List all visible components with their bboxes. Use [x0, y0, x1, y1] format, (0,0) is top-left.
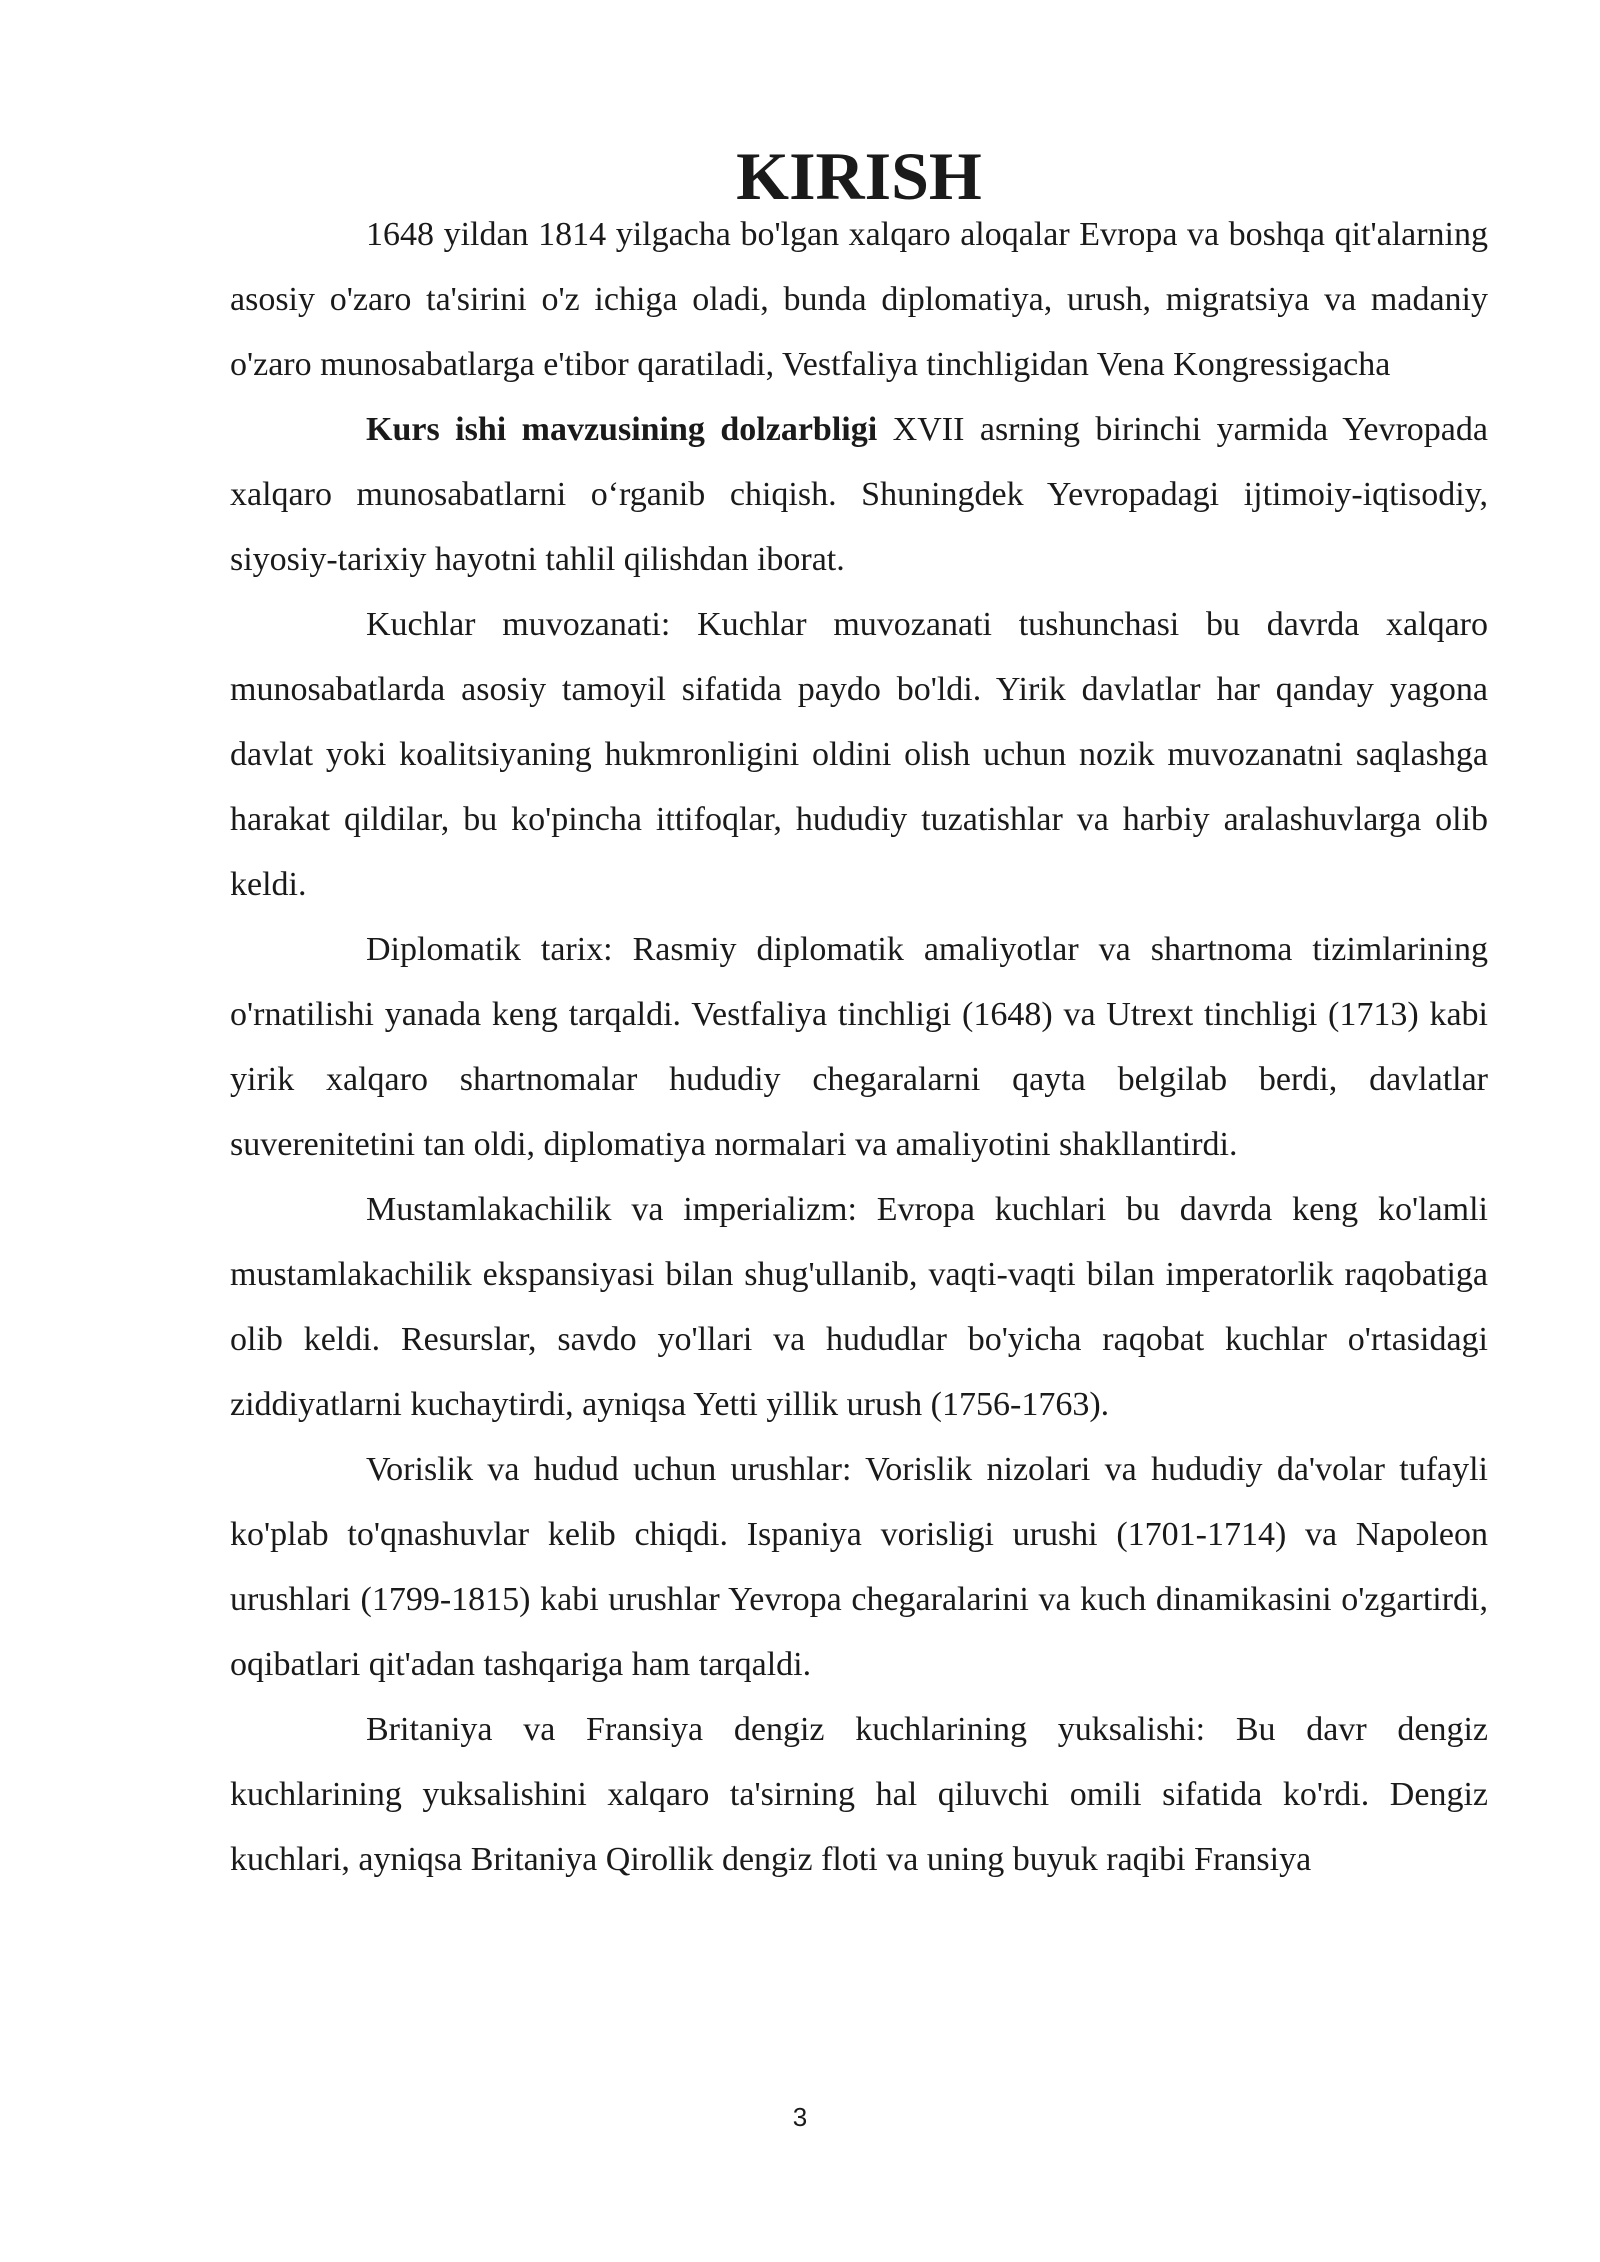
paragraph-text: Diplomatik tarix: Rasmiy diplomatik amaliyotlar va shartnoma tizimlarining o'rnatilishi yanada keng tarqaldi. Vestfaliya tinchligi (1648) va Utrext tinchligi (1713) kabi yirik xalqaro shartnomalar hududiy chegaralarni qayta belgilab berdi, davlatlar suverenitetini tan oldi, diplomatiya normalari va amaliyotini shakllantirdi.	[230, 931, 1488, 1163]
paragraph-naval-powers	[230, 1697, 1488, 1892]
paragraph-text: 1648 yildan 1814 yilgacha bo'lgan xalqaro aloqalar Evropa va boshqa qit'alarning asosiy o'zaro ta'sirini o'z ichiga oladi, bunda diplomatiya, urush, migratsiya va madaniy o'zaro munosabatlarga e'tibor qaratiladi, Vestfaliya tinchligidan Vena Kongressigacha	[230, 216, 1488, 383]
page-number: 3	[792, 2102, 808, 2132]
paragraph-text: Mustamlakachilik va imperializm: Evropa kuchlari bu davrda keng ko'lamli mustamlakachilik ekspansiyasi bilan shug'ullanib, vaqti-vaqti bilan imperatorlik raqobatiga olib keldi. Resurslar, savdo yo'llari va hududlar bo'yicha raqobat kuchlar o'rtasidagi ziddiyatlarni kuchaytirdi, ayniqsa Yetti yillik urush (1756-1763).	[230, 1191, 1488, 1423]
paragraph-relevance	[230, 397, 1488, 592]
paragraph-text: Vorislik va hudud uchun urushlar: Vorislik nizolari va hududiy da'volar tufayli ko'plab to'qnashuvlar kelib chiqdi. Ispaniya vorisligi urushi (1701-1714) va Napoleon urushlari (1799-1815) kabi urushlar Yevropa chegaralarini va kuch dinamikasini o'zgartirdi, oqibatlari qit'adan tashqariga ham tarqaldi.	[230, 1451, 1488, 1683]
paragraph-text: XVII asrning birinchi yarmida Yevropada xalqaro munosabatlarni o‘rganib chiqish. Shuningdek Yevropadagi ijtimoiy-iqtisodiy, siyosiy-tarixiy hayotni tahlil qilishdan iborat.	[230, 411, 1488, 578]
paragraph-diplomatic-history	[230, 917, 1488, 1177]
paragraph-colonialism	[230, 1177, 1488, 1437]
paragraph-intro	[230, 202, 1488, 397]
paragraph-lead-bold: Kurs ishi mavzusining dolzarbligi	[366, 411, 878, 448]
paragraph-balance-of-power	[230, 592, 1488, 917]
paragraph-text: Britaniya va Fransiya dengiz kuchlarining yuksalishi: Bu davr dengiz kuchlarining yuksalishini xalqaro ta'sirning hal qiluvchi omili sifatida ko'rdi. Dengiz kuchlari, ayniqsa Britaniya Qirollik dengiz floti va uning buyuk raqibi Fransiya	[230, 1711, 1488, 1878]
paragraph-text: Kuchlar muvozanati: Kuchlar muvozanati tushunchasi bu davrda xalqaro munosabatlarda asosiy tamoyil sifatida paydo bo'ldi. Yirik davlatlar har qanday yagona davlat yoki koalitsiyaning hukmronligini oldini olish uchun nozik muvozanatni saqlashga harakat qildilar, bu ko'pincha ittifoqlar, hududiy tuzatishlar va harbiy aralashuvlarga olib keldi.	[230, 606, 1488, 903]
page-content	[230, 138, 1488, 1892]
paragraph-succession-wars	[230, 1437, 1488, 1697]
page-title: KIRISH	[736, 138, 982, 214]
